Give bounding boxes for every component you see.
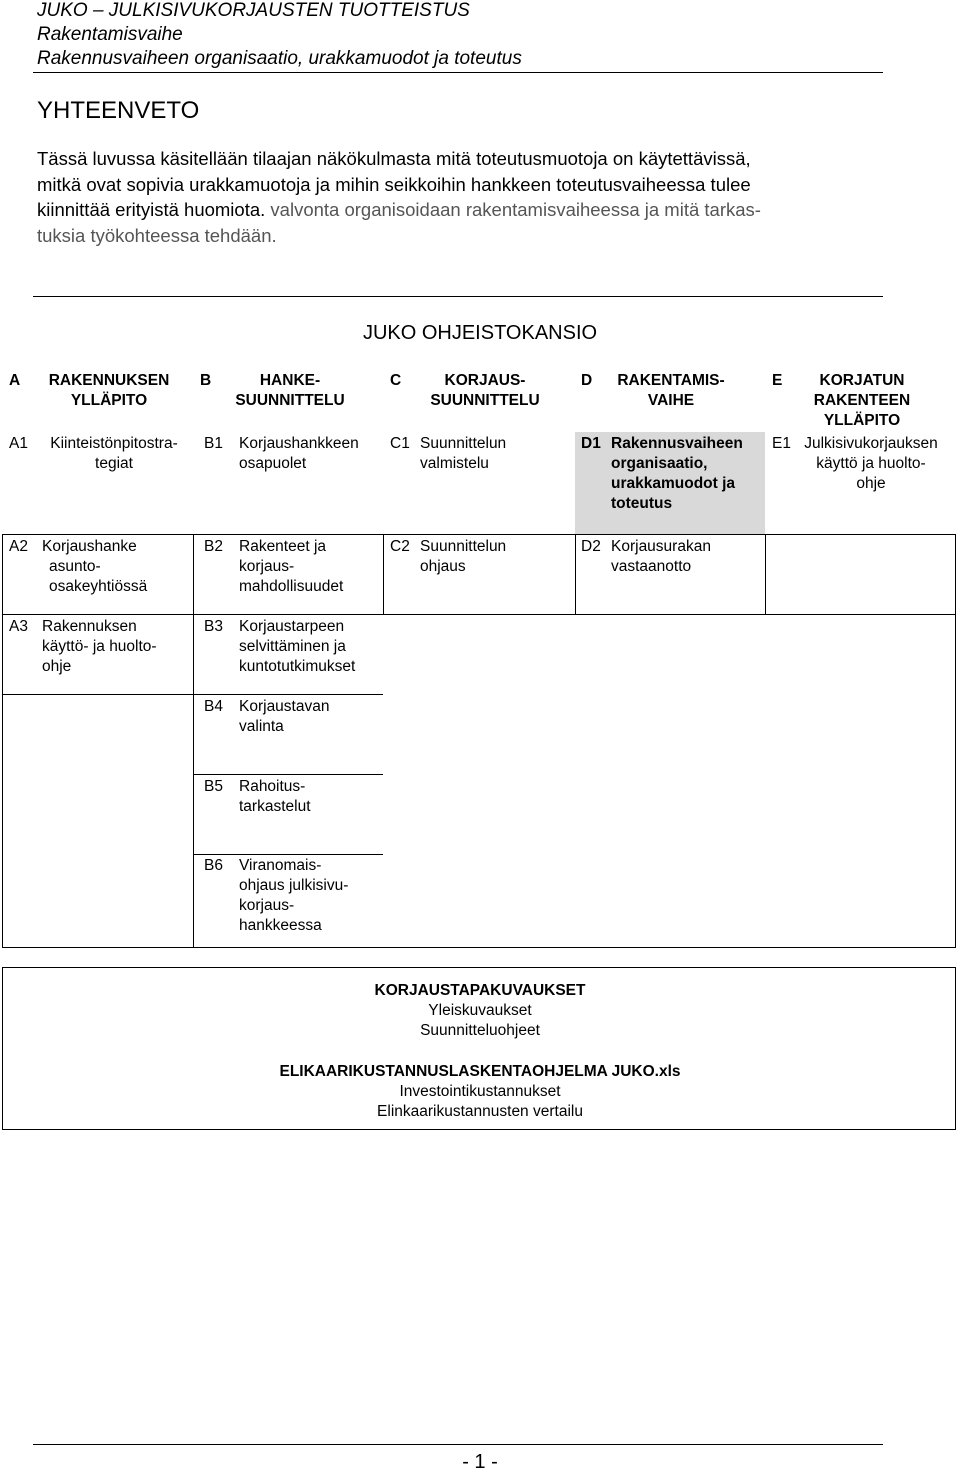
grid-line [765,534,766,614]
item-line: mahdollisuudet [239,578,344,595]
item-line: osakeyhtiössä [49,578,148,595]
item-line: urakkamuodot ja [611,475,736,492]
box-heading: ELIKAARIKUSTANNUSLASKENTAOHJELMA JUKO.xls [279,1063,681,1080]
item-line: organisaatio, [611,455,708,472]
column-header-line: HANKE- [259,372,321,389]
item-line: käyttö ja huolto- [816,455,926,472]
item-code: B3 [204,618,223,635]
summary-line [37,197,887,223]
item-line: asunto- [49,558,101,575]
grid-line [193,694,383,695]
column-header-line: SUUNNITTELU [430,392,540,409]
item-code: C1 [390,435,410,452]
item-line: selvittäminen ja [239,638,346,655]
column-header-line: YLLÄPITO [70,392,148,409]
item-code: A3 [9,618,28,635]
item-line: Korjaustavan [239,698,330,715]
item-line: käyttö- ja huolto- [42,638,157,655]
item-line: Suunnittelun [420,538,507,555]
grid-line [2,614,956,615]
item-line: hankkeessa [239,917,322,934]
item-line: korjaus- [239,897,295,914]
item-code: B4 [204,698,223,715]
column-code: A [9,372,21,389]
box-line: Investointikustannukset [399,1083,561,1100]
item-line: Kiinteistönpitostra- [50,435,178,452]
summary-line-part: kiinnittää erityistä huomiota. [37,199,266,220]
column-header-line: RAKENTAMIS- [617,372,725,389]
column-header-line: YLLÄPITO [823,412,901,429]
item-code: E1 [772,435,791,452]
column-code: B [200,372,212,389]
footer-rule [33,1444,883,1445]
item-line: Julkisivukorjauksen [804,435,938,452]
column-header-line: VAIHE [647,392,695,409]
header-phase: Rakentamisvaihe [37,24,183,45]
header-rule [33,72,883,73]
item-line: vastaanotto [611,558,692,575]
column-code: E [772,372,783,389]
summary-line-part: valvonta organisoidaan rakentamisvaiheessa ja mitä tarkas- [270,199,761,220]
item-line: ohje [42,658,72,675]
grid-line [2,694,193,695]
grid-line [383,534,384,614]
item-line: kuntotutkimukset [239,658,356,675]
item-line: osapuolet [239,455,307,472]
grid-line [575,534,576,614]
item-line: valmistelu [420,455,489,472]
item-line: valinta [239,718,284,735]
item-code: C2 [390,538,410,555]
item-line: Rakennuksen [42,618,137,635]
item-line: ohje [856,475,886,492]
grid-line [955,534,956,947]
header-chapter: Rakennusvaiheen organisaatio, urakkamuodot ja toteutus [37,48,522,69]
kansio-title: JUKO OHJEISTOKANSIO [362,322,598,344]
item-code: B1 [204,435,223,452]
item-line: korjaus- [239,558,295,575]
item-line: tegiat [95,455,133,472]
item-code: B5 [204,778,223,795]
column-header-line: RAKENNUKSEN [48,372,170,389]
grid-line [2,947,956,948]
item-code: D1 [581,435,601,452]
item-code: B6 [204,857,223,874]
item-line: Korjaushankkeen [239,435,359,452]
item-line: Rahoitus- [239,778,306,795]
column-header-line: RAKENTEEN [813,392,911,409]
column-header-line: KORJATUN [819,372,905,389]
item-line: tarkastelut [239,798,311,815]
item-line: Korjausurakan [611,538,711,555]
box-heading: KORJAUSTAPAKUVAUKSET [374,982,586,999]
summary-text [37,146,887,248]
item-line: Korjaustarpeen [239,618,345,635]
item-line: ohjaus [420,558,466,575]
item-line: Suunnittelun [420,435,507,452]
item-code: A1 [9,435,28,452]
item-line: Korjaushanke [42,538,137,555]
column-header-line: SUUNNITTELU [235,392,345,409]
item-line: toteutus [611,495,673,512]
grid-line [193,534,194,947]
grid-line [2,534,956,535]
item-line: Viranomais- [239,857,322,874]
summary-title: YHTEENVETO [37,97,200,124]
item-line: ohjaus julkisivu- [239,877,349,894]
grid-line [193,854,383,855]
box-line: Suunnitteluohjeet [420,1022,540,1039]
box-line: Elinkaarikustannusten vertailu [377,1103,583,1120]
grid-line [2,534,3,947]
column-header-line: KORJAUS- [444,372,526,389]
summary-line: Tässä luvussa käsitellään tilaajan näkökulmasta mitä toteutusmuotoja on käytettävissä, [37,148,751,169]
item-code: D2 [581,538,601,555]
grid-line [193,774,383,775]
column-code: D [581,372,593,389]
column-code: C [390,372,402,389]
summary-line: tuksia työkohteessa tehdään. [37,224,277,246]
item-code: B2 [204,538,223,555]
item-line: Rakennusvaiheen [611,435,743,452]
summary-line: mitkä ovat sopivia urakkamuotoja ja mihin seikkoihin hankkeen toteutusvaiheessa tulee [37,173,751,195]
box-line: Yleiskuvaukset [428,1002,532,1019]
page-number: - 1 - [462,1451,498,1473]
section-rule [33,296,883,297]
item-line: Rakenteet ja [239,538,327,555]
item-code: A2 [9,538,28,555]
header-title: JUKO – JULKISIVUKORJAUSTEN TUOTTEISTUS [37,0,470,21]
